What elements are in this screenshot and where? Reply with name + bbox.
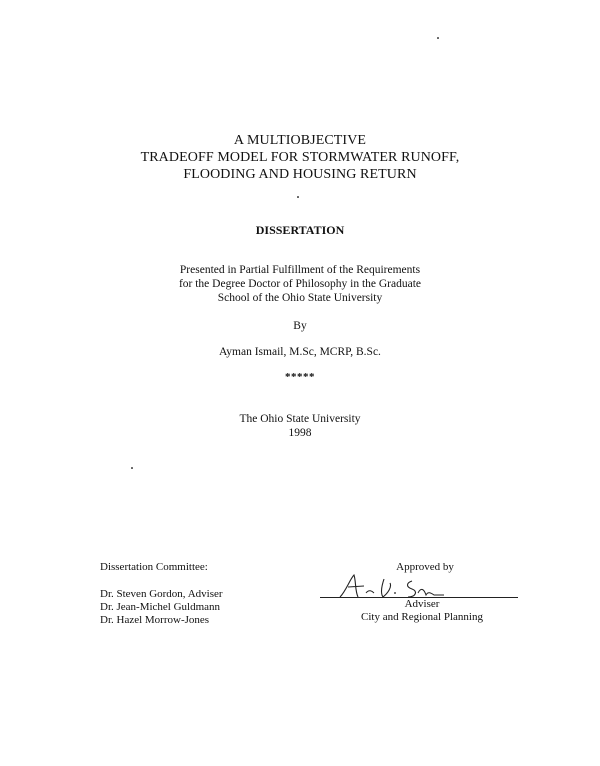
title-line-1: A MULTIOBJECTIVE xyxy=(233,133,367,148)
committee-member: Dr. Jean-Michel Guldmann xyxy=(100,601,221,613)
adviser-title: Adviser xyxy=(404,598,440,610)
department-name: City and Regional Planning xyxy=(361,611,483,623)
committee-block xyxy=(100,561,223,627)
approved-by-label: Approved by xyxy=(396,561,454,573)
institution-year: 1998 xyxy=(288,427,312,439)
committee-member: Dr. Hazel Morrow-Jones xyxy=(100,614,210,626)
title-line-3: FLOODING AND HOUSING RETURN xyxy=(183,167,417,182)
presented-statement xyxy=(0,263,600,305)
separator-stars: ***** xyxy=(285,371,315,383)
presented-line-1: Presented in Partial Fulfillment of the Requirements xyxy=(179,264,421,276)
presented-line-3: School of the Ohio State University xyxy=(217,292,383,304)
by-label: By xyxy=(293,320,307,332)
institution-block xyxy=(0,412,600,440)
dissertation-title xyxy=(0,132,600,183)
title-line-2: TRADEOFF MODEL FOR STORMWATER RUNOFF, xyxy=(140,150,460,165)
document-type-heading: DISSERTATION xyxy=(255,223,345,237)
author-name: Ayman Ismail, M.Sc, MCRP, B.Sc. xyxy=(219,346,381,358)
committee-member: Dr. Steven Gordon, Adviser xyxy=(100,588,223,600)
scan-speck xyxy=(131,467,133,469)
committee-label: Dissertation Committee: xyxy=(100,561,208,573)
scan-speck xyxy=(297,196,299,198)
presented-line-2: for the Degree Doctor of Philosophy in the Graduate xyxy=(178,278,422,290)
institution-name: The Ohio State University xyxy=(239,413,361,425)
scan-speck xyxy=(437,37,439,39)
